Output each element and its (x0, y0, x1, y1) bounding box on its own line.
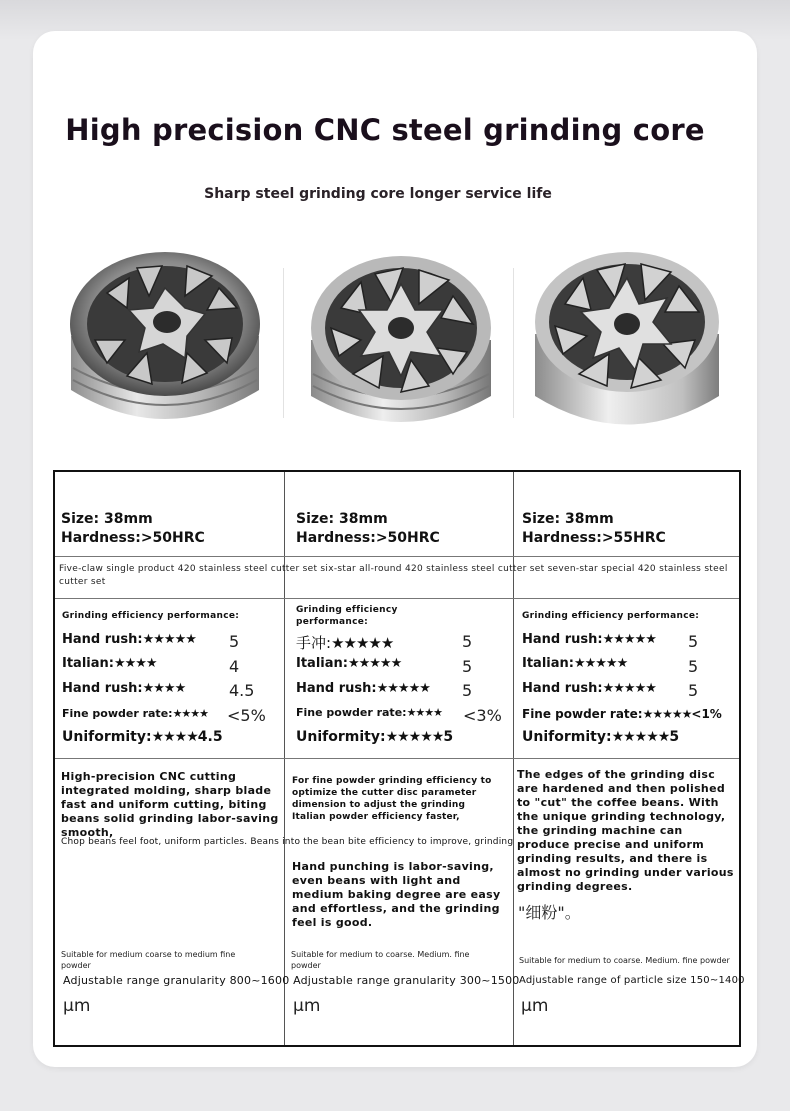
page-title: High precision CNC steel grinding core (65, 113, 705, 147)
performance-heading: Grinding efficiency performance: (522, 611, 700, 621)
rating-value: 5 (669, 729, 680, 745)
size-label: Size: 38mm (61, 511, 153, 527)
spec-cell-2 (296, 510, 440, 548)
rating-value: 4 (229, 657, 240, 676)
adjustable-range: Adjustable range granularity 800~1600 Adjustable range granularity 300~1500 (63, 974, 520, 987)
description-extra-text: Hand punching is labor-saving, even beans with light and medium baking degree are easy and effortless, and the grinding feel is good. (292, 860, 501, 929)
star-rating: ★★★★★ (376, 681, 430, 696)
star-rating: ★★★★★ (602, 681, 656, 696)
star-rating: ★★★★ (172, 707, 209, 720)
rating-label: Italian:★★★★ (62, 656, 157, 671)
description-cross-text: Chop beans feel foot, uniform particles. Beans into the bean bite efficiency to improve, grinding (61, 837, 514, 847)
rating-value: 5 (462, 632, 473, 651)
hardness-label: Hardness:>50HRC (296, 530, 440, 546)
six-star-burr-image (303, 248, 499, 444)
rating-label: Fine powder rate:★★★★ (296, 706, 443, 719)
product-names: Five-claw single product 420 stainless steel cutter set six-star all-round 420 stainless steel cutter set seven-star special 420 stainless steel cutter set (59, 564, 728, 587)
description-text: The edges of the grinding disc are hardened and then polished to "cut" the coffee beans. With the unique grinding technology, the grinding machine can produce precise and uniform grinding results, and there is almost no grinding under various grinding degrees. (517, 768, 734, 893)
rating-label: Hand rush:★★★★★ (62, 632, 196, 647)
spec-cell-1 (61, 510, 205, 548)
size-label: Size: 38mm (522, 511, 614, 527)
rating-label: Italian:★★★★★ (522, 656, 628, 671)
suitable-note: Suitable for medium to coarse. Medium. fine powder (519, 956, 730, 965)
rating-value: 5 (462, 657, 473, 676)
size-label: Size: 38mm (296, 511, 388, 527)
description-text: For fine powder grinding efficiency to optimize the cutter disc parameter dimension to adjust the grinding Italian powder efficiency faster, (292, 776, 492, 822)
row-divider (55, 598, 739, 599)
burr-image-row (55, 248, 740, 448)
rating-label: Fine powder rate:★★★★ (62, 707, 209, 720)
fine-powder-label: "细粉"。 (518, 903, 581, 922)
star-rating: ★★★★★ (642, 707, 692, 721)
star-rating: ★★★★★ (142, 632, 196, 647)
rating-value: 4.5 (197, 729, 223, 745)
rating-value: <3% (463, 706, 502, 725)
rating-value: 5 (443, 729, 454, 745)
rating-value: <1% (691, 707, 722, 721)
star-rating: ★★★★★ (611, 729, 670, 745)
adjustable-range: Adjustable range of particle size 150~1400 (519, 975, 745, 986)
image-separator (283, 268, 284, 418)
description-text: High-precision CNC cutting integrated molding, sharp blade fast and uniform cutting, biting beans solid grinding labor-saving smooth, (61, 770, 279, 839)
star-rating: ★★★★ (151, 729, 198, 745)
unit-label: μm (293, 996, 321, 1016)
rating-value: <5% (227, 706, 266, 725)
rating-label: Hand rush:★★★★★ (522, 632, 656, 647)
rating-value: 5 (688, 657, 699, 676)
unit-label: μm (521, 996, 549, 1016)
performance-heading: Grinding efficiency performance: (296, 605, 398, 627)
rating-label: Uniformity:★★★★4.5 (62, 729, 223, 745)
page-subtitle: Sharp steel grinding core longer service life (204, 186, 552, 202)
star-rating: ★★★★★ (331, 634, 394, 652)
rating-value: 5 (229, 632, 240, 651)
image-separator (513, 268, 514, 418)
rating-label: Uniformity:★★★★★5 (296, 729, 454, 745)
star-rating: ★★★★ (142, 681, 186, 696)
star-rating: ★★★★ (113, 656, 157, 671)
star-rating: ★★★★★ (573, 656, 628, 671)
suitable-note: Suitable for medium coarse to medium fine powder (61, 950, 236, 970)
row-divider (55, 758, 739, 759)
rating-label: Hand rush:★★★★ (62, 681, 186, 696)
star-rating: ★★★★★ (347, 656, 402, 671)
hardness-label: Hardness:>50HRC (61, 530, 205, 546)
rating-value: 5 (462, 681, 473, 700)
hardness-label: Hardness:>55HRC (522, 530, 666, 546)
spec-table (53, 470, 745, 1047)
rating-value: 5 (688, 681, 699, 700)
rating-label: 手冲:★★★★★ (296, 634, 394, 652)
rating-label: Fine powder rate:★★★★★<1% (522, 707, 722, 721)
rating-value: 4.5 (229, 681, 255, 700)
rating-label: Uniformity:★★★★★5 (522, 729, 680, 745)
rating-value: 5 (688, 632, 699, 651)
performance-heading: Grinding efficiency performance: (62, 611, 240, 621)
suitable-note: Suitable for medium to coarse. Medium. fine powder (291, 950, 470, 970)
rating-label: Hand rush:★★★★★ (296, 681, 430, 696)
row-divider (55, 556, 739, 557)
unit-label: μm (63, 996, 91, 1016)
star-rating: ★★★★★ (385, 729, 444, 745)
five-claw-burr-image (67, 248, 263, 444)
rating-label: Italian:★★★★★ (296, 656, 402, 671)
spec-cell-3 (522, 510, 666, 548)
star-rating: ★★★★ (406, 706, 443, 719)
seven-star-burr-image (529, 248, 725, 444)
star-rating: ★★★★★ (602, 632, 656, 647)
rating-label: Hand rush:★★★★★ (522, 681, 656, 696)
